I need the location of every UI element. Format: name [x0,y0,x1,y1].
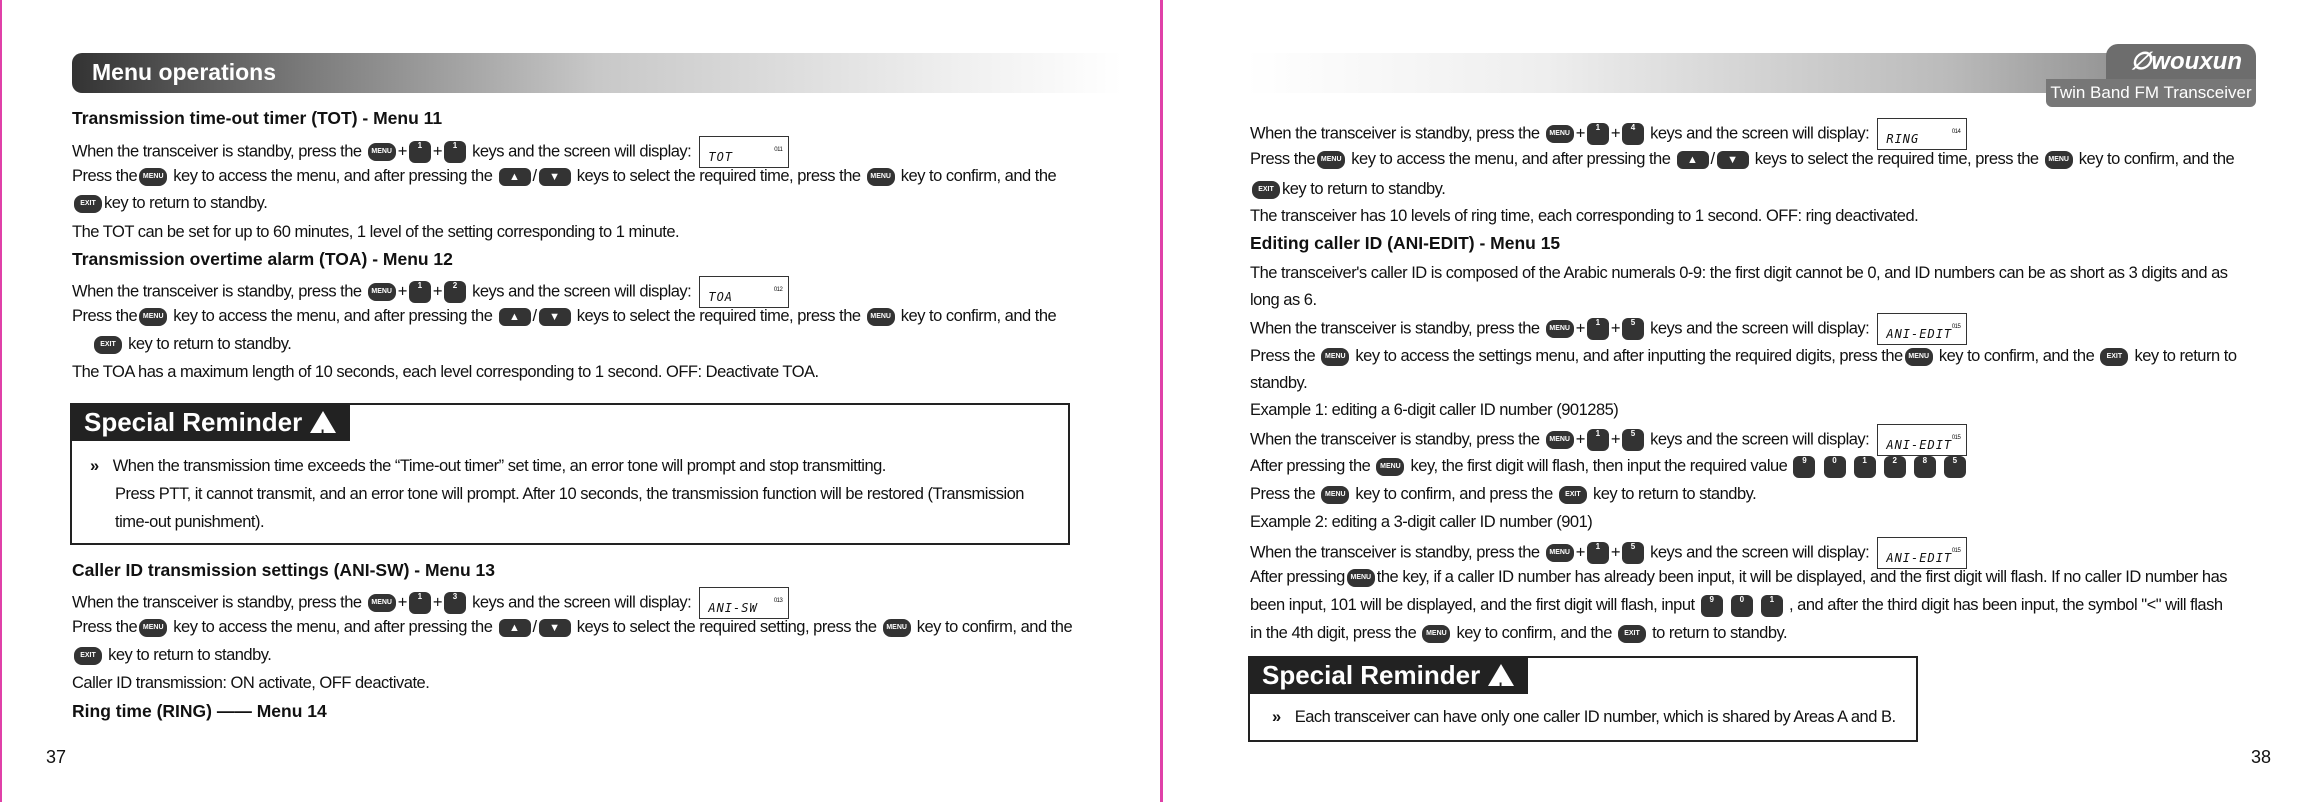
ring-line4: The transceiver has 10 levels of ring time, each corresponding to 1 second. OFF: ring deactivated. [1250,207,1919,225]
left-page [0,0,1158,802]
aniedit-line2: long as 6. [1250,291,1317,309]
band-key-icon: 1 [444,141,466,163]
page-number: 38 [2251,747,2272,767]
anisw-line2: Press the MENU key to access the menu, and after pressing the ▲ / ▼ keys to select the required setting, press the MENU key to confirm, and the [72,618,1073,636]
lcd-display: ANI-EDIT 015 [1877,424,1967,456]
menu-key-icon: MENU [1376,458,1404,476]
lcd-display: ANI-SW 013 [699,587,789,619]
ring-line2: Press the MENU key to access the menu, and after pressing the ▲ / ▼ keys to select the required time, press the MENU key to confirm, and the [1250,150,2235,168]
toa-heading: Transmission overtime alarm (TOA) - Menu 12 [72,249,453,269]
menu-key-icon: MENU [1546,320,1574,338]
example2-line2: After pressing MENU the key, if a caller ID number has already been input, it will be displayed, and the first digit will flash. If no caller ID number has [1250,568,2228,586]
exit-key-icon: EXIT [1618,625,1646,643]
band-key-icon: 1 [409,592,431,614]
anisw-heading: Caller ID transmission settings (ANI-SW) - Menu 13 [72,560,495,580]
example2-title: Example 2: editing a 3-digit caller ID number (901) [1250,513,1593,531]
reminder-line3: time-out punishment). [115,513,265,531]
tot-heading: Transmission time-out timer (TOT) - Menu 11 [72,108,443,128]
up-key-icon: ▲ [499,308,531,326]
num1-key-icon: 1 [1854,456,1876,478]
special-reminder-title: Special Reminder! [70,403,350,441]
tot-line4: The TOT can be set for up to 60 minutes, 1 level of the setting corresponding to 1 minute. [72,223,680,241]
menu-key-icon: MENU [1347,569,1375,587]
special-reminder-box [1248,656,1918,742]
ring-line3: EXIT key to return to standby. [1250,178,1445,200]
menu-key-icon: MENU [1422,625,1450,643]
exit-key-icon: EXIT [94,336,122,354]
aniedit-heading: Editing caller ID (ANI-EDIT) - Menu 15 [1250,233,1561,253]
band-key-icon: 1 [409,141,431,163]
toa-line1: When the transceiver is standby, press the MENU + 1 + 2 keys and the screen will display: TOA 012 [72,276,793,308]
warning-icon [1488,664,1514,686]
aniedit-line4: Press the MENU key to access the settings menu, and after inputting the required digits, press the MENU key to confirm, and the EXIT key to return to [1250,347,2237,365]
lcd-display: TOA 012 [699,276,789,308]
num2-key-icon: 2 [1884,456,1906,478]
band-key-icon: 1 [1587,123,1609,145]
menu-key-icon: MENU [1321,486,1349,504]
num3-key-icon: 3 [444,592,466,614]
num4-key-icon: 4 [1622,123,1644,145]
aniedit-line1: The transceiver's caller ID is composed of the Arabic numerals 0-9: the first digit cannot be 0, and ID numbers can be as short as 3 digits and as [1250,264,2228,282]
num5-key-icon: 5 [1622,429,1644,451]
section-banner [72,53,1122,93]
band-key-icon: 1 [1587,429,1609,451]
menu-key-icon: MENU [368,143,396,161]
num8-key-icon: 8 [1914,456,1936,478]
num0-key-icon: 0 [1731,595,1753,617]
reminder-line1: » Each transceiver can have only one caller ID number, which is shared by Areas A and B. [1272,708,1896,726]
special-reminder-box [70,403,1070,545]
exit-key-icon: EXIT [74,195,102,213]
menu-key-icon: MENU [368,283,396,301]
lcd-display: RING 014 [1877,118,1967,150]
menu-key-icon: MENU [867,308,895,326]
bullet-icon: » [90,457,99,475]
brand-subtitle: Twin Band FM Transceiver [2046,79,2256,107]
down-key-icon: ▼ [1717,151,1749,169]
exit-key-icon: EXIT [2100,348,2128,366]
band-key-icon: 1 [1587,318,1609,340]
tot-line2: Press the MENU key to access the menu, and after pressing the ▲ / ▼ keys to select the required time, press the MENU key to confirm, and the [72,167,1057,185]
menu-key-icon: MENU [883,619,911,637]
example1-title: Example 1: editing a 6-digit caller ID number (901285) [1250,401,1619,419]
example1-line1: When the transceiver is standby, press the MENU + 1 + 5 keys and the screen will display: ANI-EDIT 015 [1250,424,1971,456]
exit-key-icon: EXIT [74,647,102,665]
menu-key-icon: MENU [1546,125,1574,143]
bullet-icon: » [1272,708,1281,726]
down-key-icon: ▼ [539,619,571,637]
ring-heading: Ring time (RING) —— Menu 14 [72,701,327,721]
menu-key-icon: MENU [368,594,396,612]
lcd-display: ANI-EDIT 015 [1877,313,1967,345]
page-number: 37 [46,747,67,767]
down-key-icon: ▼ [539,168,571,186]
up-key-icon: ▲ [1677,151,1709,169]
example2-line1: When the transceiver is standby, press the MENU + 1 + 5 keys and the screen will display: ANI-EDIT 015 [1250,537,1971,569]
example1-line2: After pressing the MENU key, the first digit will flash, then input the required value 9 0 1 2 8 5 [1250,455,1968,478]
toa-line2: Press the MENU key to access the menu, and after pressing the ▲ / ▼ keys to select the required time, press the MENU key to confirm, and the [72,307,1057,325]
ring-line1: When the transceiver is standby, press the MENU + 1 + 4 keys and the screen will display: RING 014 [1250,118,1971,150]
right-page [1166,0,2324,802]
page-edge-left [0,0,2,802]
menu-key-icon: MENU [139,308,167,326]
menu-key-icon: MENU [867,168,895,186]
num9-key-icon: 9 [1793,456,1815,478]
brand-logo: ∅wouxun [2106,44,2256,80]
band-key-icon: 1 [1587,542,1609,564]
toa-line3: EXIT key to return to standby. [92,333,291,355]
tot-line3: EXIT key to return to standby. [72,192,267,214]
num9-key-icon: 9 [1701,595,1723,617]
example2-line3: been input, 101 will be displayed, and the first digit will flash, input 9 0 1 , and after the third digit has been input, the symbol "<" will flash [1250,594,2223,617]
page-fold [1160,0,1163,802]
toa-line4: The TOA has a maximum length of 10 seconds, each level corresponding to 1 second. OFF: Deactivate TOA. [72,363,819,381]
menu-key-icon: MENU [1546,431,1574,449]
anisw-line4: Caller ID transmission: ON activate, OFF deactivate. [72,674,430,692]
menu-key-icon: MENU [139,619,167,637]
menu-key-icon: MENU [2045,151,2073,169]
anisw-line3: EXIT key to return to standby. [72,644,271,666]
exit-key-icon: EXIT [1559,486,1587,504]
num2-key-icon: 2 [444,281,466,303]
exit-key-icon: EXIT [1252,181,1280,199]
section-banner-title: Menu operations [92,59,277,85]
up-key-icon: ▲ [499,168,531,186]
lcd-display: TOT 011 [699,136,789,168]
down-key-icon: ▼ [539,308,571,326]
anisw-line1: When the transceiver is standby, press the MENU + 1 + 3 keys and the screen will display: ANI-SW 013 [72,587,793,619]
lcd-display: ANI-EDIT 015 [1877,537,1967,569]
tot-line1: When the transceiver is standby, press the MENU + 1 + 1 keys and the screen will display: TOT 011 [72,136,793,168]
example2-line4: in the 4th digit, press the MENU key to confirm, and the EXIT to return to standby. [1250,624,1788,642]
num5-key-icon: 5 [1944,456,1966,478]
menu-key-icon: MENU [1905,348,1933,366]
num5-key-icon: 5 [1622,542,1644,564]
aniedit-line5: standby. [1250,374,1308,392]
band-key-icon: 1 [409,281,431,303]
aniedit-line3: When the transceiver is standby, press the MENU + 1 + 5 keys and the screen will display: ANI-EDIT 015 [1250,313,1971,345]
special-reminder-title: Special Reminder! [1248,656,1528,694]
num1-key-icon: 1 [1761,595,1783,617]
menu-key-icon: MENU [1317,151,1345,169]
warning-icon [310,411,336,433]
num5-key-icon: 5 [1622,318,1644,340]
reminder-line2: Press PTT, it cannot transmit, and an error tone will prompt. After 10 seconds, the transmission function will be restored (Transmission [115,485,1024,503]
menu-key-icon: MENU [139,168,167,186]
reminder-line1: » When the transmission time exceeds the “Time-out timer” set time, an error tone will prompt and stop transmitting. [90,457,886,475]
menu-key-icon: MENU [1546,544,1574,562]
num0-key-icon: 0 [1824,456,1846,478]
example1-line3: Press the MENU key to confirm, and press the EXIT key to return to standby. [1250,485,1757,503]
menu-key-icon: MENU [1321,348,1349,366]
up-key-icon: ▲ [499,619,531,637]
